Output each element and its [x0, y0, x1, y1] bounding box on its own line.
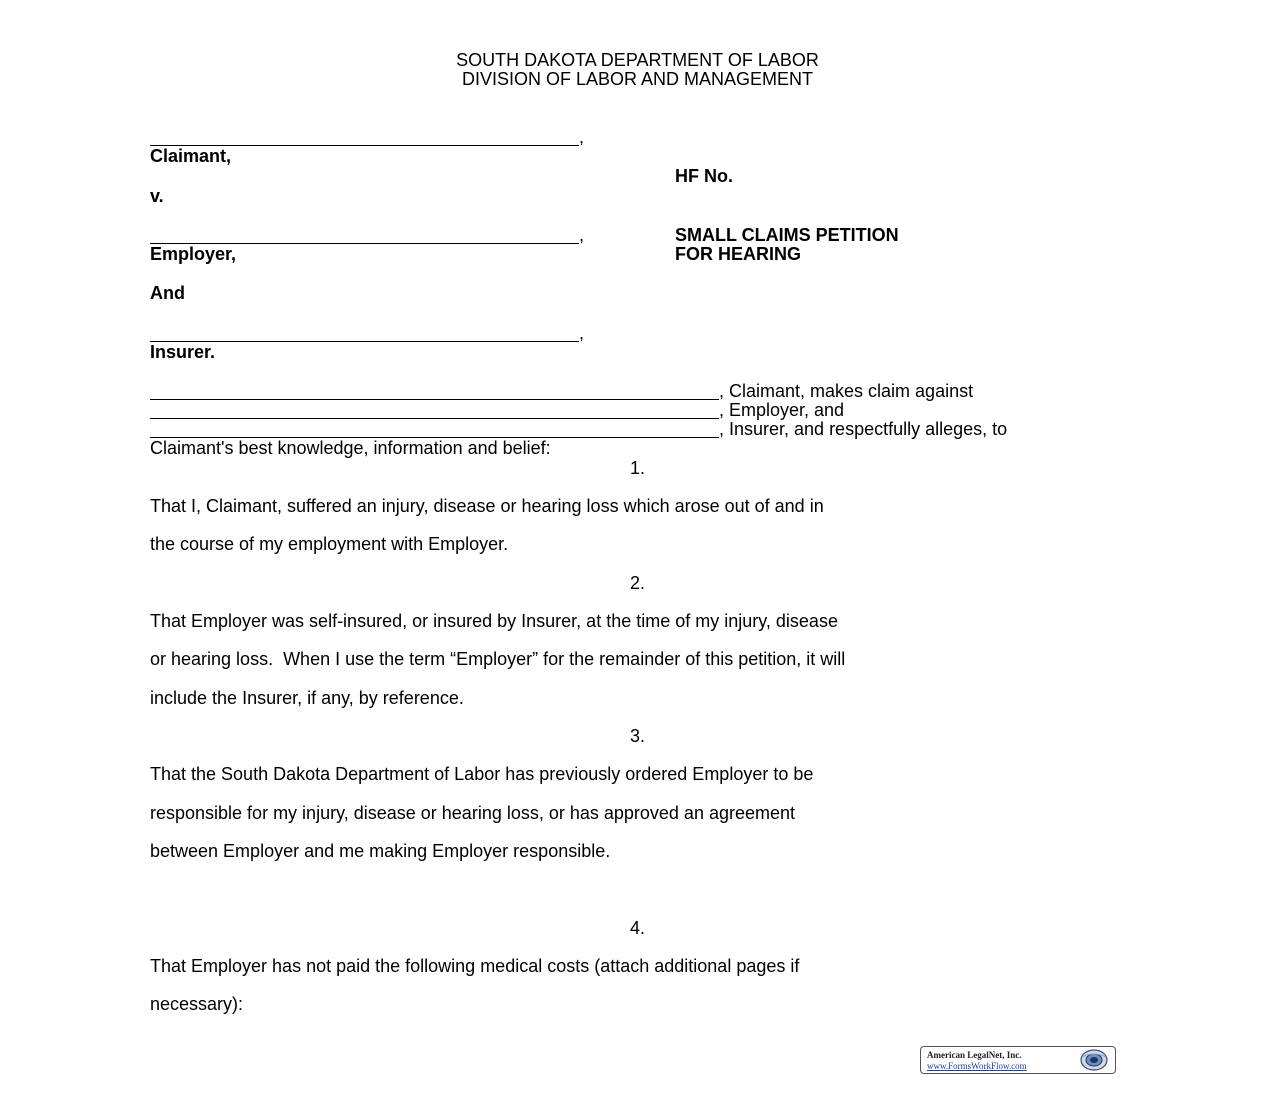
section-2-line-3: include the Insurer, if any, by reference. [150, 688, 464, 708]
petition-title-line1: SMALL CLAIMS PETITION [675, 225, 899, 245]
claimant-blank-comma: , [579, 127, 585, 147]
and-label: And [150, 283, 185, 303]
intro-employer-blank[interactable] [150, 418, 719, 419]
insurer-label: Insurer. [150, 342, 216, 362]
section-4-line-1: That Employer has not paid the following medical costs (attach additional pages if [150, 956, 800, 976]
section-3-number: 3. [629, 726, 645, 746]
department-title: SOUTH DAKOTA DEPARTMENT OF LABOR [456, 50, 819, 70]
intro-claimant-blank[interactable] [150, 399, 719, 400]
section-1-line-1: That I, Claimant, suffered an injury, disease or hearing loss which arose out of and in [150, 496, 824, 516]
section-3-line-1: That the South Dakota Department of Labor has previously ordered Employer to be [150, 764, 814, 784]
section-4-number: 4. [629, 918, 645, 938]
globe-icon [1079, 1049, 1109, 1071]
claimant-label: Claimant, [150, 146, 232, 166]
section-4-line-2: necessary): [150, 994, 244, 1014]
logo-website-link[interactable]: www.FormsWorkFlow.com [927, 1061, 1027, 1071]
petition-title-line2: FOR HEARING [675, 244, 801, 264]
section-1-line-2: the course of my employment with Employer. [150, 534, 509, 554]
intro-line1-text: , Claimant, makes claim against [719, 381, 974, 401]
section-2-line-2: or hearing loss. When I use the term “Employer” for the remainder of this petition, it will [150, 649, 846, 669]
intro-line4-text: Claimant's best knowledge, information and belief: [150, 438, 551, 458]
intro-line2-text: , Employer, and [719, 400, 845, 420]
intro-line3-text: , Insurer, and respectfully alleges, to [719, 419, 1008, 439]
employer-label: Employer, [150, 244, 237, 264]
section-2-number: 2. [629, 573, 645, 593]
employer-blank-comma: , [579, 225, 585, 245]
section-2-line-1: That Employer was self-insured, or insured by Insurer, at the time of my injury, disease [150, 611, 838, 631]
division-title: DIVISION OF LABOR AND MANAGEMENT [461, 69, 814, 89]
american-legalnet-logo[interactable] [920, 1046, 1116, 1074]
hf-number-label: HF No. [675, 166, 733, 186]
logo-company-name: American LegalNet, Inc. [927, 1050, 1022, 1060]
versus-label: v. [150, 186, 164, 206]
section-3-line-3: between Employer and me making Employer responsible. [150, 841, 611, 861]
section-3-line-2: responsible for my injury, disease or hearing loss, or has approved an agreement [150, 803, 796, 823]
section-1-number: 1. [629, 458, 645, 478]
insurer-blank-comma: , [579, 323, 585, 343]
